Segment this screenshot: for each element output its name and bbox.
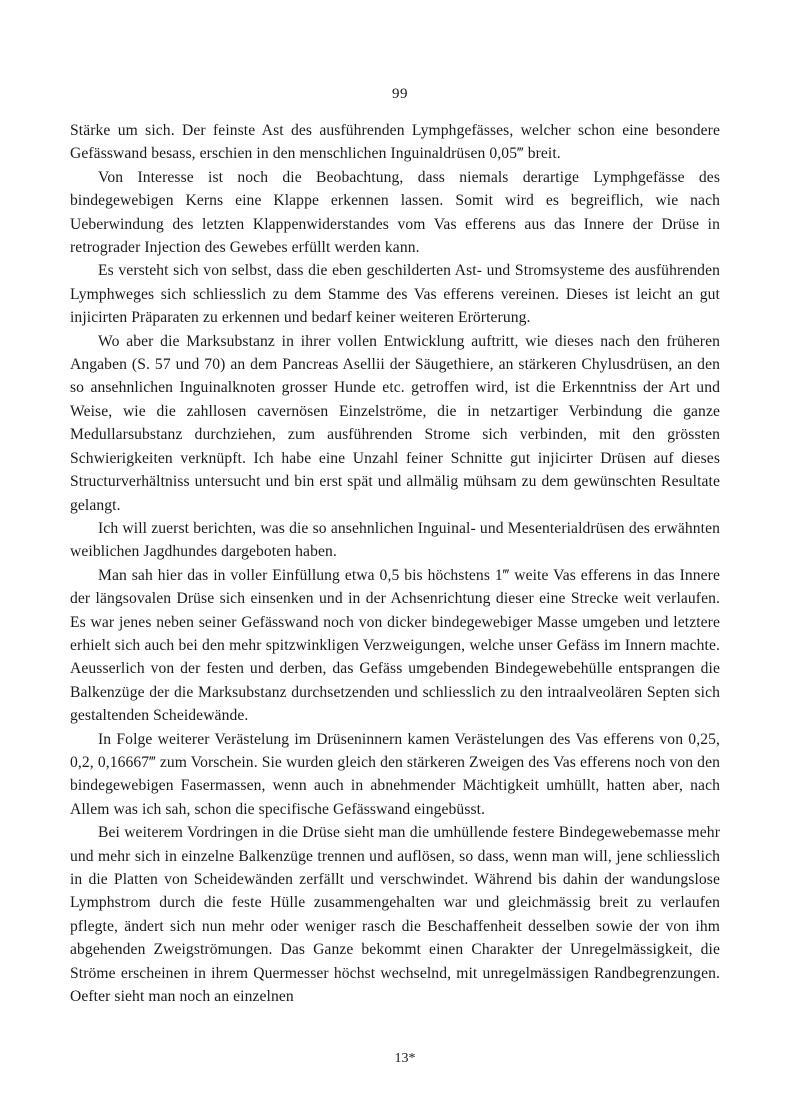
- paragraph-5: Ich will zuerst berichten, was die so ansehnlichen Inguinal- und Mesenterialdrüsen des erwähnten weiblichen Jagdhundes dargeboten haben.: [70, 519, 720, 561]
- body-text: [70, 119, 720, 1008]
- paragraph-3: Es versteht sich von selbst, dass die eben geschilderten Ast- und Stromsysteme des ausführenden Lymphweges sich schliesslich zu dem Stamme des Vas efferens vereinen. Dieses ist leicht an gut injicirten Präparaten zu erkennen und bedarf keiner weiteren Erörterung.: [70, 262, 720, 327]
- page-number: 99: [392, 86, 408, 102]
- paragraph-7: In Folge weiterer Verästelung im Drüseninnern kamen Verästelungen des Vas efferens von 0,25, 0,2, 0,16667‴ zum Vorschein. Sie wurden gleich den stärkeren Zweigen des Vas efferens noch von den bindegewebigen Fasermassen, wenn auch in abnehmender Mächtigkeit umhüllt, hatten aber, nach Allem was ich sah, schon die specifische Gefässwand eingebüsst.: [70, 730, 720, 818]
- paragraph-8: Bei weiterem Vordringen in die Drüse sieht man die umhüllende festere Bindegewebemasse mehr und mehr sich in einzelne Balkenzüge trennen und auflösen, so dass, wenn man will, jene schliesslich in die Platten von Scheidewänden zerfällt und verschwindet. Während bis dahin der wandungslose Lymphstrom durch die feste Hülle zusammengehalten war und gleichmässig breit zu verlaufen pflegte, ändert sich nun mehr oder weniger rasch die Beschaffenheit desselben sowie der von ihm abgehenden Zweigströmungen. Das Ganze bekommt einen Charakter der Unregelmässigkeit, die Ströme erscheinen in ihrem Quermesser höchst wechselnd, mit unregelmässigen Randbegrenzungen. Oefter sieht man noch an einzelnen: [70, 824, 720, 1006]
- paragraph-2: Von Interesse ist noch die Beobachtung, dass niemals derartige Lymphgefässe des bindegewebigen Kerns eine Klappe erkennen lassen. Somit wird es begreiflich, wie nach Ueberwindung des letzten Klappenwiderstandes vom Vas efferens aus das Innere der Drüse in retrograder Injection des Gewebes erfüllt werden kann.: [70, 168, 720, 257]
- signature-mark: 13*: [394, 1051, 416, 1066]
- paragraph-4: Wo aber die Marksubstanz in ihrer vollen Entwicklung auftritt, wie dieses nach den früheren Angaben (S. 57 und 70) an dem Pancreas Asellii der Säugethiere, an stärkeren Chylusdrüsen, an den so ansehnlichen Inguinalknoten grosser Hunde etc. getroffen wird, ist die Erkenntniss der Art und Weise, wie die zahllosen cavernösen Einzelströme, die in netzartiger Verbindung die ganze Medullarsubstanz durchziehen, zum ausführenden Strome sich verbinden, mit den grössten Schwierigkeiten verknüpft. Ich habe eine Unzahl feiner Schnitte gut injicirter Drüsen auf dieses Structurverhältniss untersucht und bin erst spät und allmälig mühsam zu dem gewünschten Resultate gelangt.: [70, 332, 720, 514]
- paragraph-1: Stärke um sich. Der feinste Ast des ausführenden Lymphgefässes, welcher schon eine besondere Gefässwand besass, erschien in den menschlichen Inguinaldrüsen 0,05‴ breit.: [70, 122, 720, 163]
- paragraph-6: Man sah hier das in voller Einfüllung etwa 0,5 bis höchstens 1‴ weite Vas efferens in das Innere der längsovalen Drüse sich einsenken und in der Achsenrichtung dieser eine Strecke weit verlaufen. Es war jenes neben seiner Gefässwand noch von dicker bindegewebiger Masse umgeben und letztere erhielt sich auch bei den mehr spitzwinkligen Verzweigungen, welche unser Gefäss im Innern machte. Aeusserlich von der festen und derben, das Gefäss umgebenden Bindegewebehülle entsprangen die Balkenzüge der die Marksubstanz durchsetzenden und schliesslich zu den intraalveolären Septen sich gestaltenden Scheidewände.: [70, 566, 720, 725]
